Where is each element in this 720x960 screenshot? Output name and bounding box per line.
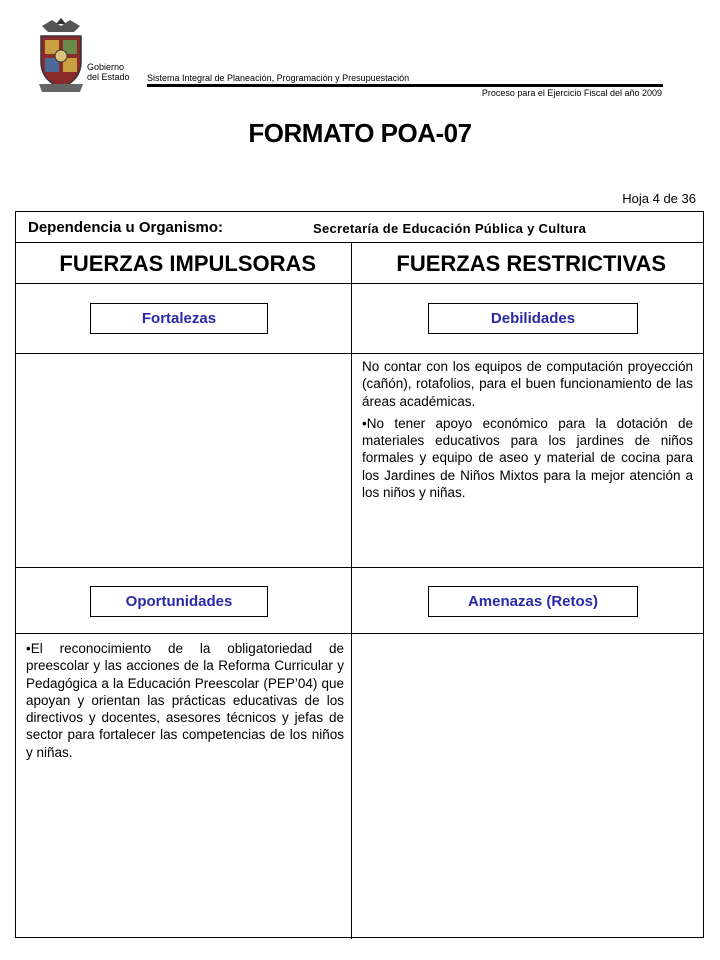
column-divider [351,243,352,939]
page-title: FORMATO POA-07 [248,118,472,148]
list-item: •No tener apoyo económico para la dotación de materiales educativos para los jardines de niños formales y equipo de aseo y material de cocina para los Jardines de Niños Mixtos para la mejor atención a los niños y niñas. [362,415,693,501]
dependency-row [16,212,703,243]
coat-of-arms-icon [36,18,86,94]
column-header-impulsoras: FUERZAS IMPULSORAS [59,251,317,276]
government-label [87,62,130,82]
debilidades-content [362,358,693,506]
system-name: Sistema Integral de Planeación, Programación y Presupuestación [147,73,410,83]
form-frame [15,211,704,938]
column-headers [16,243,703,284]
list-item: •El reconocimiento de la obligatoriedad de preescolar y las acciones de la Reforma Curricular y Pedagógica a la Educación Preescolar (PEP’04) que apoyan y orientan las prácticas educativas de los directivos y docentes, asesores técnicos y jefas de sector para fortalecer las competencias de los niños y niñas. [26,641,344,760]
page-indicator: Hoja 4 de 36 [622,191,696,206]
oportunidades-content [26,640,344,766]
header-divider [147,84,663,87]
row-divider [16,567,703,568]
dependency-value: Secretaría de Educación Pública y Cultura [313,221,587,236]
dependency-label: Dependencia u Organismo: [28,219,224,236]
list-item: No contar con los equipos de computación proyección (cañón), rotafolios, para el buen funcionamiento de las áreas académicas. [362,359,693,409]
oportunidades-label: Oportunidades [90,586,268,617]
fortalezas-label: Fortalezas [90,303,268,334]
debilidades-label: Debilidades [428,303,638,334]
government-label-line1: Gobierno [87,62,125,72]
column-header-restrictivas: FUERZAS RESTRICTIVAS [396,251,667,276]
row-divider [16,353,703,354]
row-divider [16,633,703,634]
process-label: Proceso para el Ejercicio Fiscal del año 2009 [481,88,662,98]
amenazas-label: Amenazas (Retos) [428,586,638,617]
government-label-line2: del Estado [87,72,130,82]
